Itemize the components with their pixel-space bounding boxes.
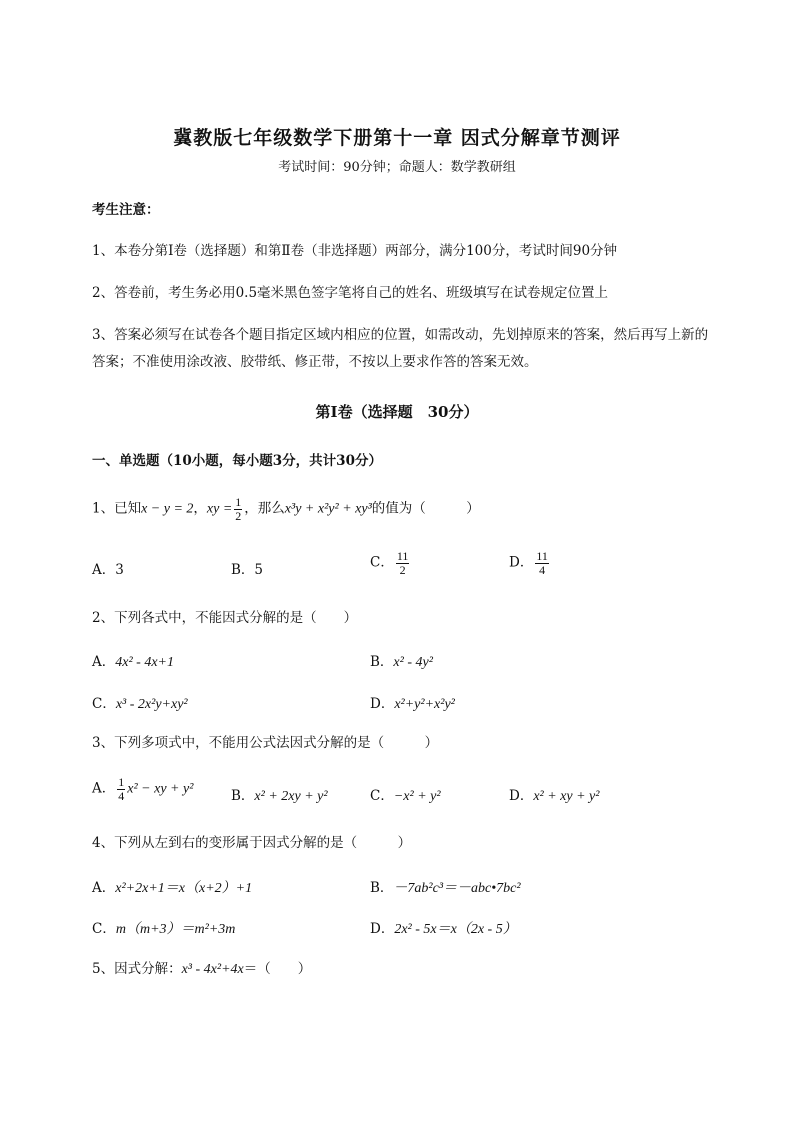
q1-c-den: 2 — [399, 562, 406, 577]
notes-heading: 考生注意： — [92, 202, 160, 218]
q1-option-c-label: C． — [370, 554, 394, 571]
q4-b-label: B． — [370, 880, 394, 896]
q4-c-expr: m（m+3）＝m²+3m — [115, 922, 236, 937]
q2-a-expr: 4x² - 4x+1 — [115, 655, 174, 670]
q2-option-a[interactable] — [92, 650, 174, 671]
question-1-stem — [92, 496, 480, 523]
q1-cond2: xy = — [206, 501, 233, 517]
q1-option-c[interactable] — [370, 550, 411, 576]
section-title: 第I卷（选择题 30分） — [315, 403, 479, 421]
question-2-stem: 2、下列各式中，不能因式分解的是（ ） — [92, 610, 358, 626]
q1-option-d[interactable] — [509, 550, 551, 576]
q1-stem-b: ，那么 — [244, 500, 285, 517]
q5-stem-b: ＝（ ） — [243, 961, 312, 977]
q3-c-label: C． — [370, 788, 394, 804]
q3-option-c[interactable] — [370, 784, 441, 805]
q3-a-num: 1 — [118, 775, 125, 789]
q5-expression: x³ - 4x²+4x — [181, 962, 244, 977]
q1-cond1: x − y = 2 — [141, 501, 194, 517]
question-5-stem — [92, 957, 311, 984]
q1-option-c-fraction — [396, 550, 410, 576]
note-item-2: 2、答卷前，考生务必用0.5毫米黑色签字笔将自己的姓名、班级填写在试卷规定位置上 — [92, 285, 609, 301]
q5-stem-a: 5、因式分解： — [92, 961, 182, 977]
part-heading: 一、单选题（10小题，每小题3分，共计30分） — [92, 453, 382, 469]
q4-option-c[interactable] — [92, 917, 235, 938]
q3-a-label: A． — [92, 780, 116, 797]
q4-b-expr: －7ab²c³＝－abc•7bc² — [393, 881, 521, 896]
q3-option-b[interactable] — [231, 784, 328, 805]
q1-frac-num: 1 — [235, 495, 242, 509]
q2-option-b[interactable] — [370, 650, 433, 671]
q4-a-label: A． — [92, 880, 116, 896]
q1-option-b[interactable]: B．5 — [231, 562, 264, 578]
q2-option-c[interactable] — [92, 692, 188, 713]
q4-option-b[interactable] — [370, 876, 521, 897]
q3-c-expr: −x² + y² — [393, 789, 441, 804]
q4-c-label: C． — [92, 921, 116, 937]
q2-c-label: C． — [92, 696, 116, 712]
q1-stem-a: 1、已知 — [92, 500, 142, 517]
q3-a-den: 4 — [118, 788, 125, 803]
q1-d-num: 11 — [536, 549, 548, 563]
q2-b-expr: x² - 4y² — [393, 655, 433, 670]
q3-b-expr: x² + 2xy + y² — [254, 789, 328, 804]
q1-fraction — [234, 496, 242, 522]
q3-a-fraction — [117, 776, 125, 802]
page-title: 冀教版七年级数学下册第十一章 因式分解章节测评 — [173, 127, 621, 149]
q4-a-expr: x²+2x+1＝x（x+2）+1 — [115, 881, 253, 896]
question-3-stem: 3、下列多项式中，不能用公式法因式分解的是（ ） — [92, 735, 439, 751]
q3-d-label: D． — [509, 788, 534, 804]
q3-b-label: B． — [231, 788, 255, 804]
note-item-1: 1、本卷分第I卷（选择题）和第Ⅱ卷（非选择题）两部分，满分100分，考试时间90分钟 — [92, 243, 618, 259]
q2-d-label: D． — [370, 696, 395, 712]
q1-frac-den: 2 — [235, 508, 242, 523]
q2-c-expr: x³ - 2x²y+xy² — [115, 697, 188, 712]
q1-option-a[interactable]: A．3 — [92, 562, 124, 578]
q1-expression: x³y + x²y² + xy³ — [284, 501, 372, 517]
q1-stem-c: 的值为（ ） — [371, 500, 480, 517]
q1-d-den: 4 — [539, 562, 546, 577]
q1-sep: ， — [193, 500, 207, 517]
q3-d-expr: x² + xy + y² — [533, 789, 600, 804]
q2-b-label: B． — [370, 654, 394, 670]
q4-d-expr: 2x² - 5x＝x（2x - 5） — [394, 922, 517, 937]
q2-d-expr: x²+y²+x²y² — [394, 697, 455, 712]
q3-option-d[interactable] — [509, 784, 599, 805]
q3-a-expr: x² − xy + y² — [127, 781, 194, 797]
note-item-3: 3、答案必须写在试卷各个题目指定区域内相应的位置，如需改动，先划掉原来的答案，然后再写上新的答案；不准使用涂改液、胶带纸、修正带，不按以上要求作答的答案无效。 — [92, 327, 709, 370]
question-4-stem: 4、下列从左到右的变形属于因式分解的是（ ） — [92, 835, 412, 851]
q1-c-num: 11 — [396, 549, 409, 563]
q2-option-d[interactable] — [370, 692, 455, 713]
q4-d-label: D． — [370, 921, 395, 937]
q2-a-label: A． — [92, 654, 116, 670]
q4-option-d[interactable] — [370, 917, 517, 938]
q1-option-d-fraction — [535, 550, 549, 576]
q1-option-d-label: D． — [509, 554, 534, 571]
q3-option-a[interactable] — [92, 776, 193, 802]
page-subtitle: 考试时间：90分钟；命题人：数学教研组 — [278, 160, 516, 175]
q4-option-a[interactable] — [92, 876, 252, 897]
